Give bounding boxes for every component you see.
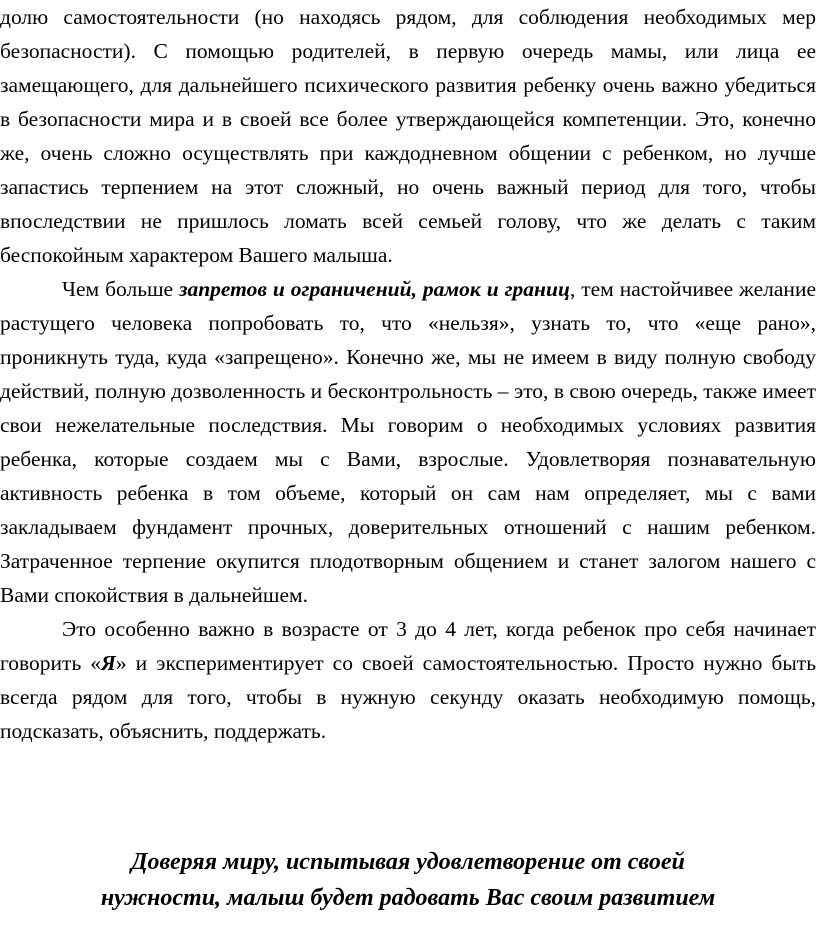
closing-line-2: нужности, малыш будет радовать Вас своим развитием <box>100 885 716 911</box>
paragraph-3-emphasis: Я <box>101 651 116 675</box>
paragraph-1 <box>0 0 816 272</box>
paragraph-3-rest: » и экспериментирует со своей самостоятельностью. Просто нужно быть всегда рядом для того, чтобы в нужную секунду оказать необходимую помощь, подсказать, объяснить, поддержать. <box>0 651 816 743</box>
paragraph-3-lead: Это особенно важно в возрасте от 3 до 4 лет, когда ребенок про себя начинает говорить « <box>0 617 816 675</box>
closing-line-1: Доверяя миру, испытывая удовлетворение от своей <box>131 849 685 875</box>
paragraph-1-text: долю самостоятельности (но находясь рядом, для соблюдения необходимых мер безопасности). С помощью родителей, в первую очередь мамы, или лица ее замещающего, для дальнейшего психического развития ребенку очень важно убедиться в безопасности мира и в своей все более утверждающейся компетенции. Это, конечно же, очень сложно осуществлять при каждодневном общении с ребенком, но лучше запастись терпением на этот сложный, но очень важный период для того, чтобы впоследствии не пришлось ломать всей семьей голову, что же делать с таким беспокойным характером Вашего малыша. <box>0 5 816 267</box>
paragraph-2-rest: , тем настойчивее желание растущего человека попробовать то, что «нельзя», узнать то, что «еще рано», проникнуть туда, куда «запрещено». Конечно же, мы не имеем в виду полную свободу действий, полную дозволенность и бесконтрольность – это, в свою очередь, также имеет свои нежелательные последствия. Мы говорим о необходимых условиях развития ребенка, которые создаем мы с Вами, взрослые. Удовлетворяя познавательную активность ребенка в том объеме, который он сам нам определяет, мы с вами закладываем фундамент прочных, доверительных отношений с нашим ребенком. Затраченное терпение окупится плодотворным общением и станет залогом нашего с Вами спокойствия в дальнейшем. <box>0 277 816 607</box>
paragraph-3 <box>0 612 816 748</box>
paragraph-2-emphasis: запретов и ограничений, рамок и границ <box>179 277 570 301</box>
paragraph-2 <box>0 272 816 612</box>
paragraph-2-lead: Чем больше <box>62 277 180 301</box>
closing-statement <box>0 844 816 916</box>
